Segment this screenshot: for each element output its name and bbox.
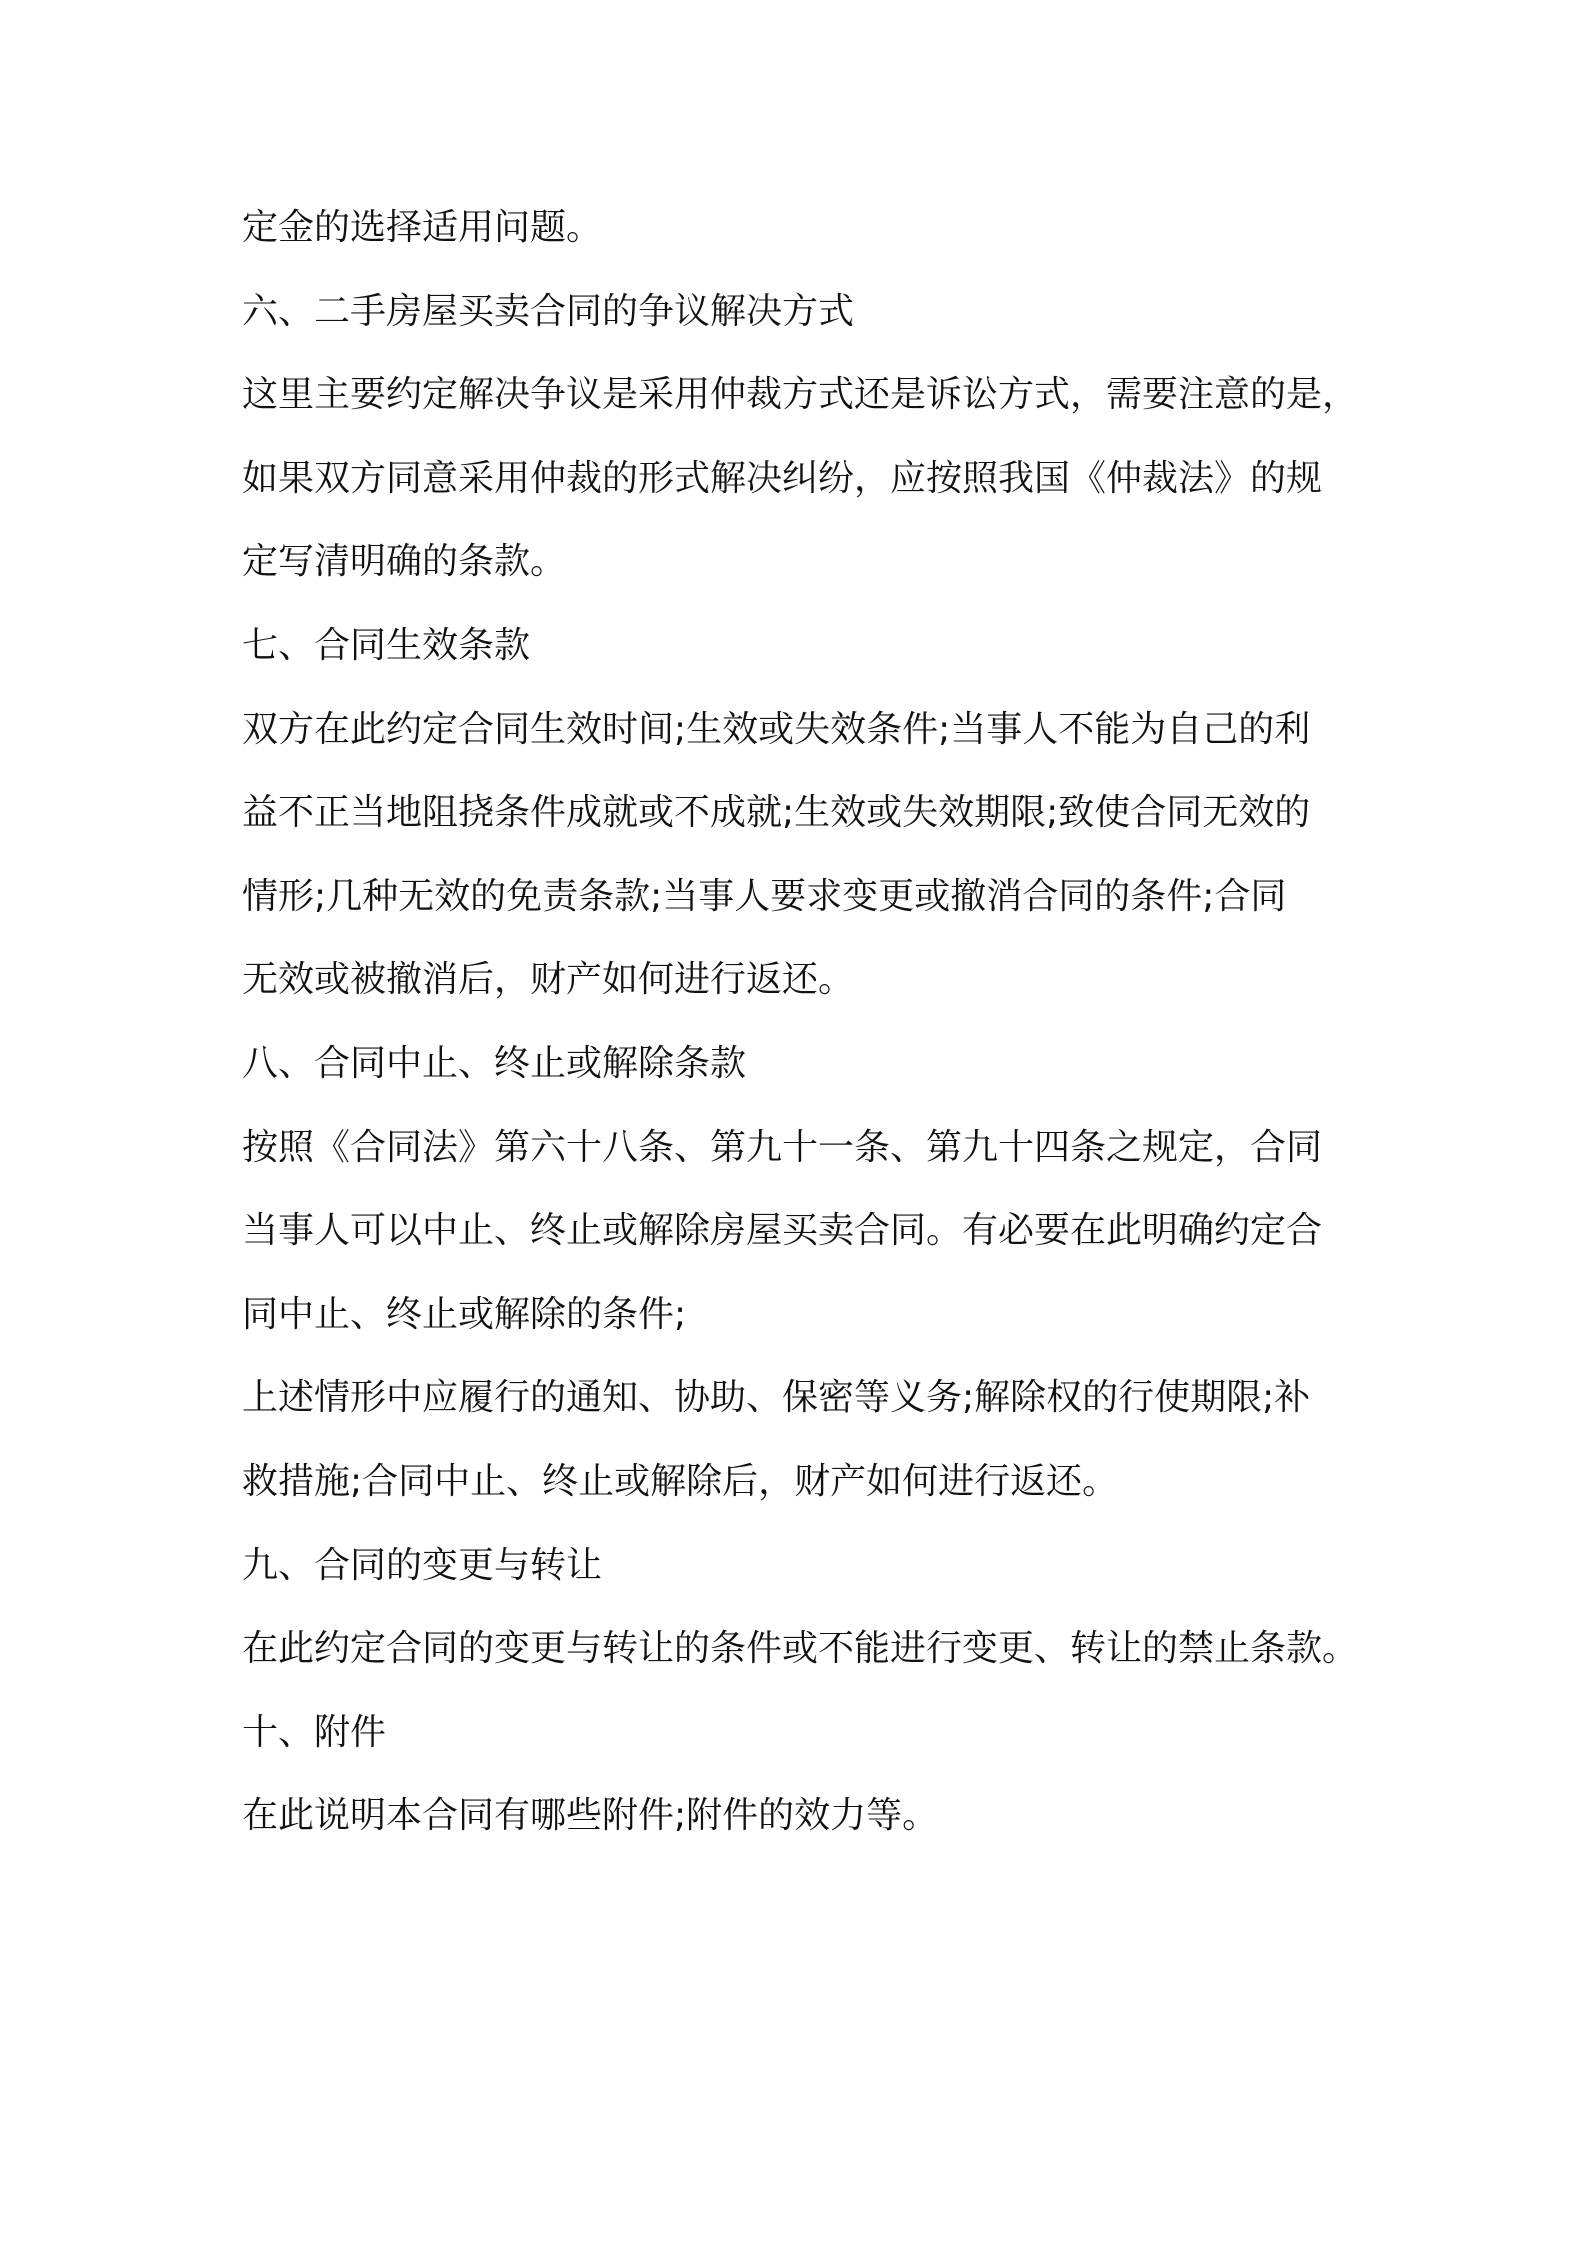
- text-line: 情形;几种无效的免责条款;当事人要求变更或撤消合同的条件;合同: [242, 876, 1287, 917]
- text-line: 定写清明确的条款。: [242, 541, 567, 582]
- text-line: 在此约定合同的变更与转让的条件或不能进行变更、转让的禁止条款。: [242, 1628, 1359, 1669]
- text-line: 双方在此约定合同生效时间;生效或失效条件;当事人不能为自己的利: [242, 709, 1311, 750]
- section-heading-7: 七、合同生效条款: [242, 625, 531, 666]
- text-line: 救措施;合同中止、终止或解除后，财产如何进行返还。: [242, 1461, 1119, 1502]
- text-line: 这里主要约定解决争议是采用仲裁方式还是诉讼方式，需要注意的是，: [242, 374, 1359, 415]
- text-line: 无效或被撤消后，财产如何进行返还。: [242, 959, 855, 1000]
- text-line: 当事人可以中止、终止或解除房屋买卖合同。有必要在此明确约定合: [242, 1210, 1323, 1251]
- section-heading-8: 八、合同中止、终止或解除条款: [242, 1043, 747, 1084]
- text-line: 如果双方同意采用仲裁的形式解决纠纷，应按照我国《仲裁法》的规: [242, 458, 1323, 499]
- section-heading-6: 六、二手房屋买卖合同的争议解决方式: [242, 291, 855, 332]
- text-line: 益不正当地阻挠条件成就或不成就;生效或失效期限;致使合同无效的: [242, 792, 1311, 833]
- section-heading-10: 十、附件: [242, 1712, 387, 1753]
- text-line: 同中止、终止或解除的条件;: [242, 1294, 687, 1335]
- text-line: 在此说明本合同有哪些附件;附件的效力等。: [242, 1795, 939, 1836]
- text-line: 按照《合同法》第六十八条、第九十一条、第九十四条之规定，合同: [242, 1127, 1323, 1168]
- text-line: 上述情形中应履行的通知、协助、保密等义务;解除权的行使期限;补: [242, 1377, 1311, 1418]
- section-heading-9: 九、合同的变更与转让: [242, 1545, 603, 1586]
- text-line: 定金的选择适用问题。: [242, 207, 603, 248]
